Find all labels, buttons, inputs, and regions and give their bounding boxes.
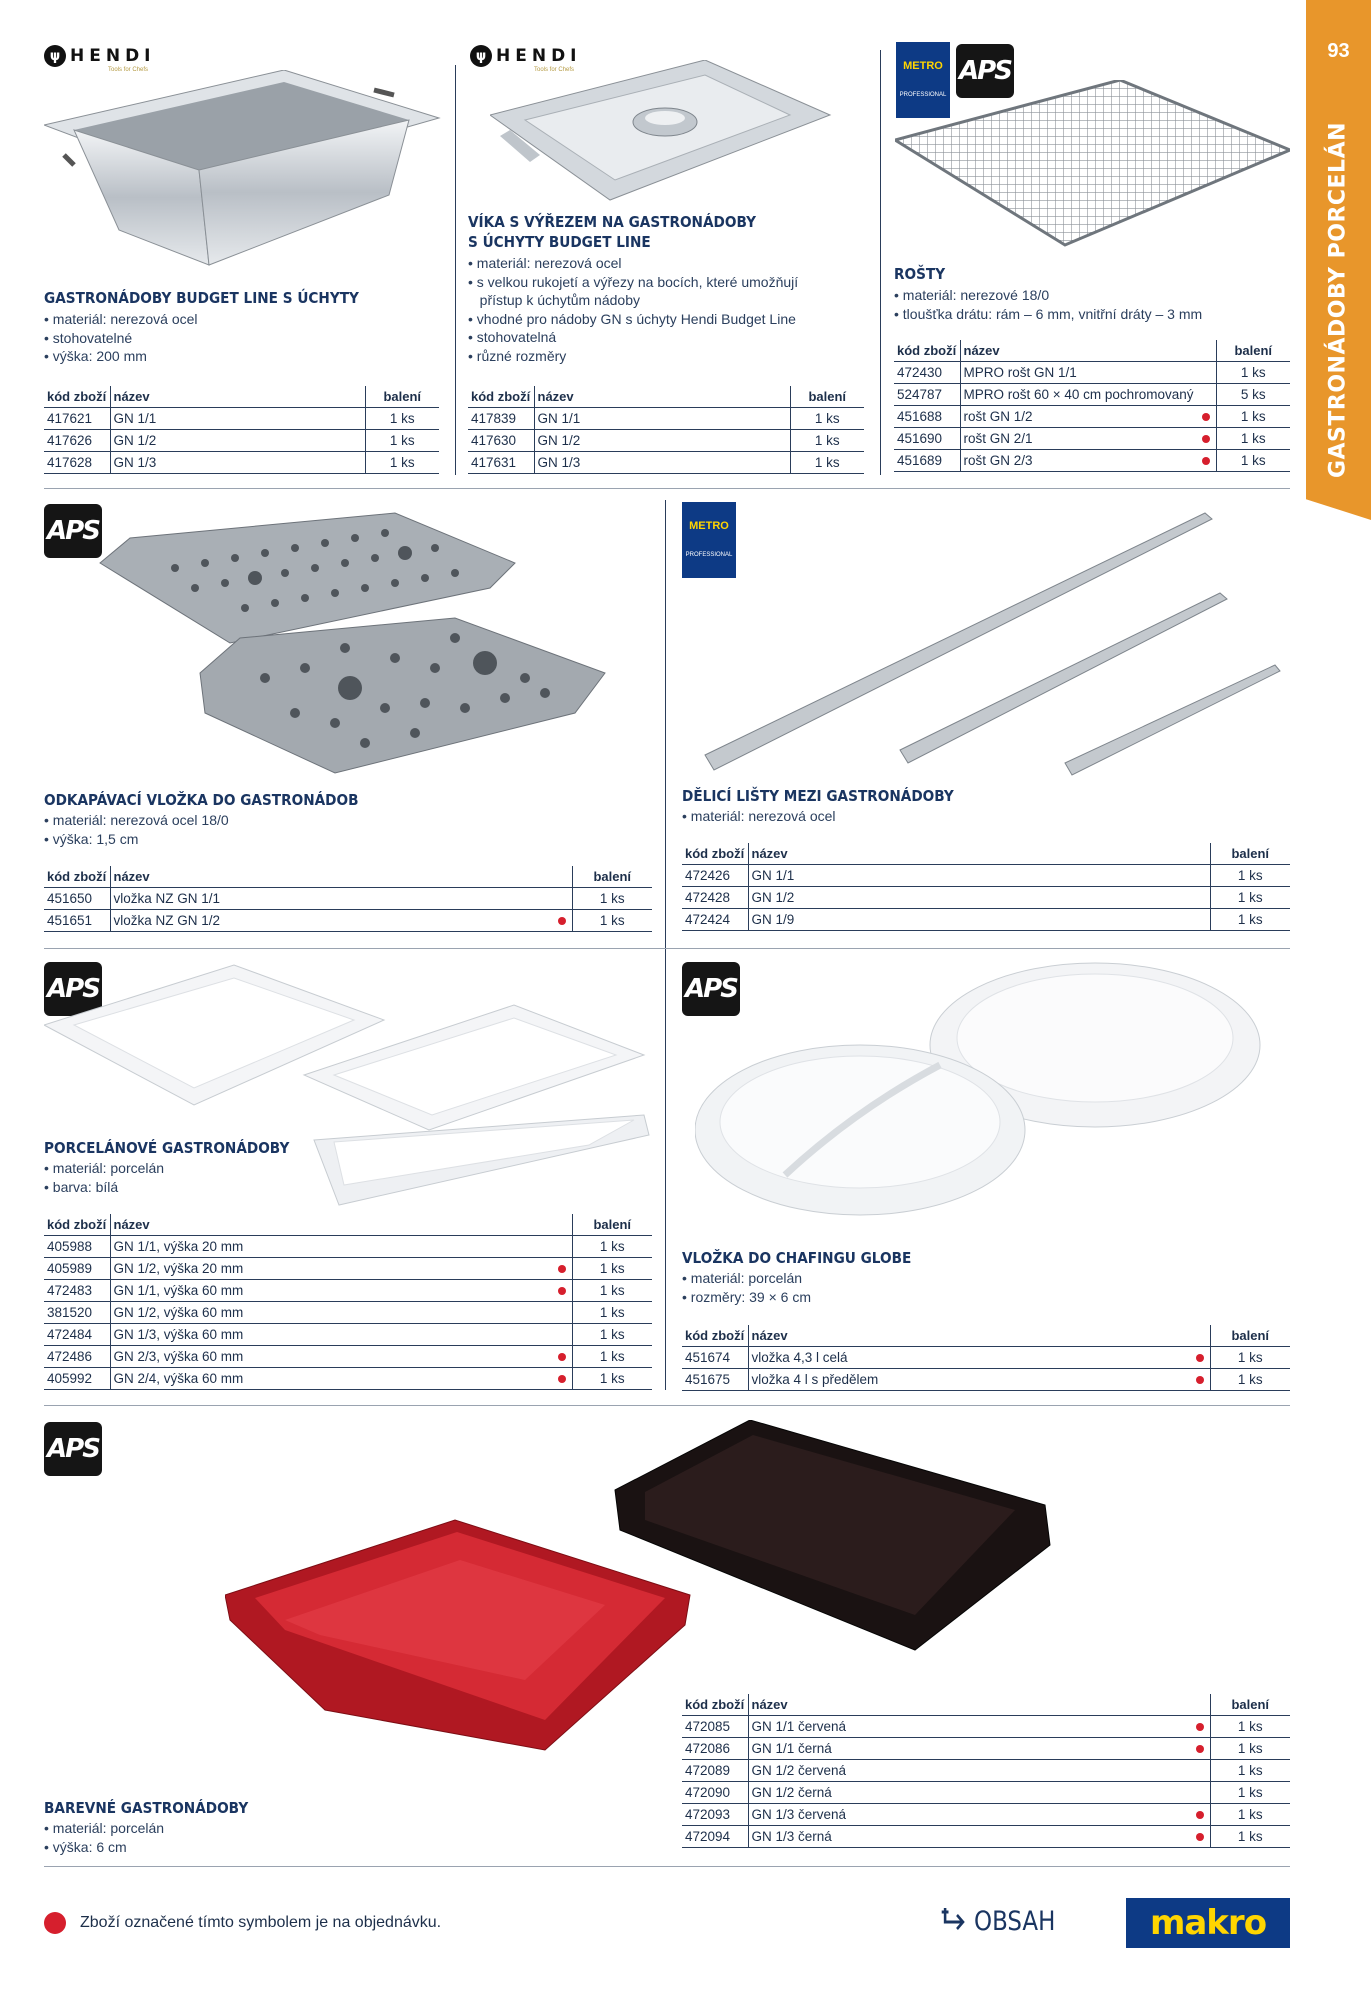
- table-row: 451690 rošt GN 2/1 1 ks: [894, 427, 1290, 449]
- contents-link[interactable]: OBSAH: [940, 1904, 1055, 1938]
- feature-list: • materiál: nerezová ocel: [682, 807, 836, 826]
- divider: [455, 65, 456, 475]
- feature-list: • materiál: porcelán • barva: bílá: [44, 1159, 164, 1196]
- order-dot-icon: [44, 1912, 66, 1934]
- table-row: 451651 vložka NZ GN 1/2 1 ks: [44, 909, 652, 931]
- table-row: 417839 GN 1/1 1 ks: [468, 407, 864, 429]
- table-row: 472090 GN 1/2 černá 1 ks: [682, 1781, 1290, 1803]
- product-image-chafing-inserts: [695, 960, 1275, 1250]
- divider: [880, 50, 881, 475]
- product-image-steel-container: [44, 70, 444, 270]
- order-dot: [1202, 435, 1210, 443]
- product-title: ROŠTY: [894, 265, 946, 283]
- table-row: 451688 rošt GN 1/2 1 ks: [894, 405, 1290, 427]
- table-row: 472089 GN 1/2 červená 1 ks: [682, 1759, 1290, 1781]
- table-row: 451674 vložka 4,3 l celá 1 ks: [682, 1346, 1290, 1368]
- divider: [44, 1866, 1290, 1867]
- order-dot: [558, 1287, 566, 1295]
- table-row: 381520 GN 1/2, výška 60 mm 1 ks: [44, 1301, 652, 1323]
- feature-list: • materiál: porcelán • výška: 6 cm: [44, 1819, 164, 1856]
- product-table: kód zboží název balení 417839 GN 1/1 1 ks 417630 GN 1/2 1 ks 417631 GN 1/3 1 ks: [468, 386, 864, 474]
- makro-logo: makro: [1126, 1898, 1290, 1948]
- table-row: 451689 rošt GN 2/3 1 ks: [894, 449, 1290, 471]
- product-table: kód zboží název balení 472085 GN 1/1 červená 1 ks 472086 GN 1/1 černá 1 ks 472089 GN 1/2 červená 1 ks 472090 GN 1/2 černá 1 ks 472093 GN 1/3 červená 1 ks 472094 GN 1/3 černá 1 ks: [682, 1694, 1290, 1848]
- product-title: BAREVNÉ GASTRONÁDOBY: [44, 1799, 249, 1817]
- table-row: 472483 GN 1/1, výška 60 mm 1 ks: [44, 1279, 652, 1301]
- product-image-drip-insert: [95, 508, 615, 778]
- product-title: VLOŽKA DO CHAFINGU GLOBE: [682, 1249, 912, 1267]
- aps-logo: APS: [44, 962, 102, 1016]
- aps-logo: APS: [682, 962, 740, 1016]
- order-dot: [1196, 1376, 1204, 1384]
- order-dot: [1196, 1811, 1204, 1819]
- product-title: VÍKA S VÝŘEZEM NA GASTRONÁDOBY: [468, 213, 756, 231]
- table-row: 472486 GN 2/3, výška 60 mm 1 ks: [44, 1345, 652, 1367]
- table-row: 472093 GN 1/3 červená 1 ks: [682, 1803, 1290, 1825]
- table-row: 405989 GN 1/2, výška 20 mm 1 ks: [44, 1257, 652, 1279]
- return-arrow-icon: [940, 1904, 969, 1938]
- table-row: 472426 GN 1/1 1 ks: [682, 864, 1290, 886]
- table-row: 472484 GN 1/3, výška 60 mm 1 ks: [44, 1323, 652, 1345]
- feature-list: • materiál: nerezová ocel • stohovatelné • výška: 200 mm: [44, 310, 198, 366]
- feature-list: • materiál: porcelán • rozměry: 39 × 6 cm: [682, 1269, 811, 1306]
- hendi-fork-icon: ψ: [44, 45, 66, 67]
- divider: [665, 500, 666, 1390]
- feature-list: • materiál: nerezová ocel 18/0 • výška: 1,5 cm: [44, 811, 229, 848]
- product-title: GASTRONÁDOBY BUDGET LINE S ÚCHYTY: [44, 289, 359, 307]
- table-row: 524787 MPRO rošt 60 × 40 cm pochromovaný 5 ks: [894, 383, 1290, 405]
- metro-logo: METRO PROFESSIONAL: [896, 42, 950, 118]
- product-table: kód zboží název balení 405988 GN 1/1, výška 20 mm 1 ks 405989 GN 1/2, výška 20 mm 1 ks 472483 GN 1/1, výška 60 mm 1 ks 381520 GN 1/2, výška 60 mm 1 ks 472484 GN 1/3, výška 60 mm 1 ks 472486 GN 2/3, výška 60 mm 1 ks 405992 GN 2/4, výška 60 mm 1 ks: [44, 1214, 652, 1390]
- table-row: 405992 GN 2/4, výška 60 mm 1 ks: [44, 1367, 652, 1389]
- table-row: 417630 GN 1/2 1 ks: [468, 429, 864, 451]
- metro-logo: METRO PROFESSIONAL: [682, 502, 736, 578]
- table-row: 417631 GN 1/3 1 ks: [468, 451, 864, 473]
- table-row: 451675 vložka 4 l s předělem 1 ks: [682, 1368, 1290, 1390]
- feature-list: • materiál: nerezová ocel • s velkou rukojetí a výřezy na bocích, které umožňují přístup k úchytům nádoby • vhodné pro nádoby GN s úchyty Hendi Budget Line • stohovatelná • různé rozměry: [468, 254, 798, 365]
- table-row: 472094 GN 1/3 černá 1 ks: [682, 1825, 1290, 1847]
- product-title: ODKAPÁVACÍ VLOŽKA DO GASTRONÁDOB: [44, 791, 359, 809]
- table-row: 472085 GN 1/1 červená 1 ks: [682, 1715, 1290, 1737]
- order-dot: [1202, 457, 1210, 465]
- table-row: 405988 GN 1/1, výška 20 mm 1 ks: [44, 1235, 652, 1257]
- page-number: 93: [1327, 40, 1350, 62]
- aps-logo: APS: [44, 1422, 102, 1476]
- product-image-lid: [490, 60, 835, 210]
- product-image-grate: [895, 80, 1290, 250]
- section-title: GASTRONÁDOBY PORCELÁN: [1325, 121, 1351, 479]
- divider: [44, 488, 1290, 489]
- order-dot: [1196, 1723, 1204, 1731]
- product-table: kód zboží název balení 417621 GN 1/1 1 ks 417626 GN 1/2 1 ks 417628 GN 1/3 1 ks: [44, 386, 439, 474]
- product-table: kód zboží název balení 472426 GN 1/1 1 ks 472428 GN 1/2 1 ks 472424 GN 1/9 1 ks: [682, 843, 1290, 931]
- table-row: 417626 GN 1/2 1 ks: [44, 429, 439, 451]
- hendi-logo: ψ HENDI Tools for Chefs: [44, 45, 156, 67]
- hendi-fork-icon: ψ: [470, 45, 492, 67]
- product-title: DĚLICÍ LIŠTY MEZI GASTRONÁDOBY: [682, 787, 954, 805]
- hendi-logo: ψ HENDI Tools for Chefs: [470, 45, 582, 67]
- order-dot: [1202, 413, 1210, 421]
- product-title: PORCELÁNOVÉ GASTRONÁDOBY: [44, 1139, 290, 1157]
- product-table: kód zboží název balení 472430 MPRO rošt GN 1/1 1 ks 524787 MPRO rošt 60 × 40 cm pochromovaný 5 ks 451688 rošt GN 1/2 1 ks 451690 rošt GN 2/1 1 ks 451689 rošt GN 2/3 1 ks: [894, 340, 1290, 472]
- aps-logo: APS: [956, 44, 1014, 98]
- table-row: 472430 MPRO rošt GN 1/1 1 ks: [894, 361, 1290, 383]
- product-table: kód zboží název balení 451674 vložka 4,3 l celá 1 ks 451675 vložka 4 l s předělem 1 ks: [682, 1325, 1290, 1391]
- table-row: 417621 GN 1/1 1 ks: [44, 407, 439, 429]
- order-legend: Zboží označené tímto symbolem je na objednávku.: [44, 1912, 441, 1934]
- order-dot: [1196, 1354, 1204, 1362]
- order-dot: [558, 1375, 566, 1383]
- table-row: 472428 GN 1/2 1 ks: [682, 886, 1290, 908]
- table-row: 417628 GN 1/3 1 ks: [44, 451, 439, 473]
- order-dot: [558, 917, 566, 925]
- aps-logo: APS: [44, 504, 102, 558]
- table-row: 451650 vložka NZ GN 1/1 1 ks: [44, 887, 652, 909]
- order-dot: [558, 1353, 566, 1361]
- product-table: kód zboží název balení 451650 vložka NZ GN 1/1 1 ks 451651 vložka NZ GN 1/2 1 ks: [44, 866, 652, 932]
- order-dot: [1196, 1833, 1204, 1841]
- table-row: 472086 GN 1/1 černá 1 ks: [682, 1737, 1290, 1759]
- product-image-divider-bars: [700, 505, 1285, 780]
- order-dot: [558, 1265, 566, 1273]
- order-dot: [1196, 1745, 1204, 1753]
- divider: [44, 1405, 1290, 1406]
- product-title: S ÚCHYTY BUDGET LINE: [468, 233, 651, 251]
- divider: [44, 948, 1290, 949]
- table-row: 472424 GN 1/9 1 ks: [682, 908, 1290, 930]
- feature-list: • materiál: nerezové 18/0 • tloušťka drátu: rám – 6 mm, vnitřní dráty – 3 mm: [894, 286, 1202, 323]
